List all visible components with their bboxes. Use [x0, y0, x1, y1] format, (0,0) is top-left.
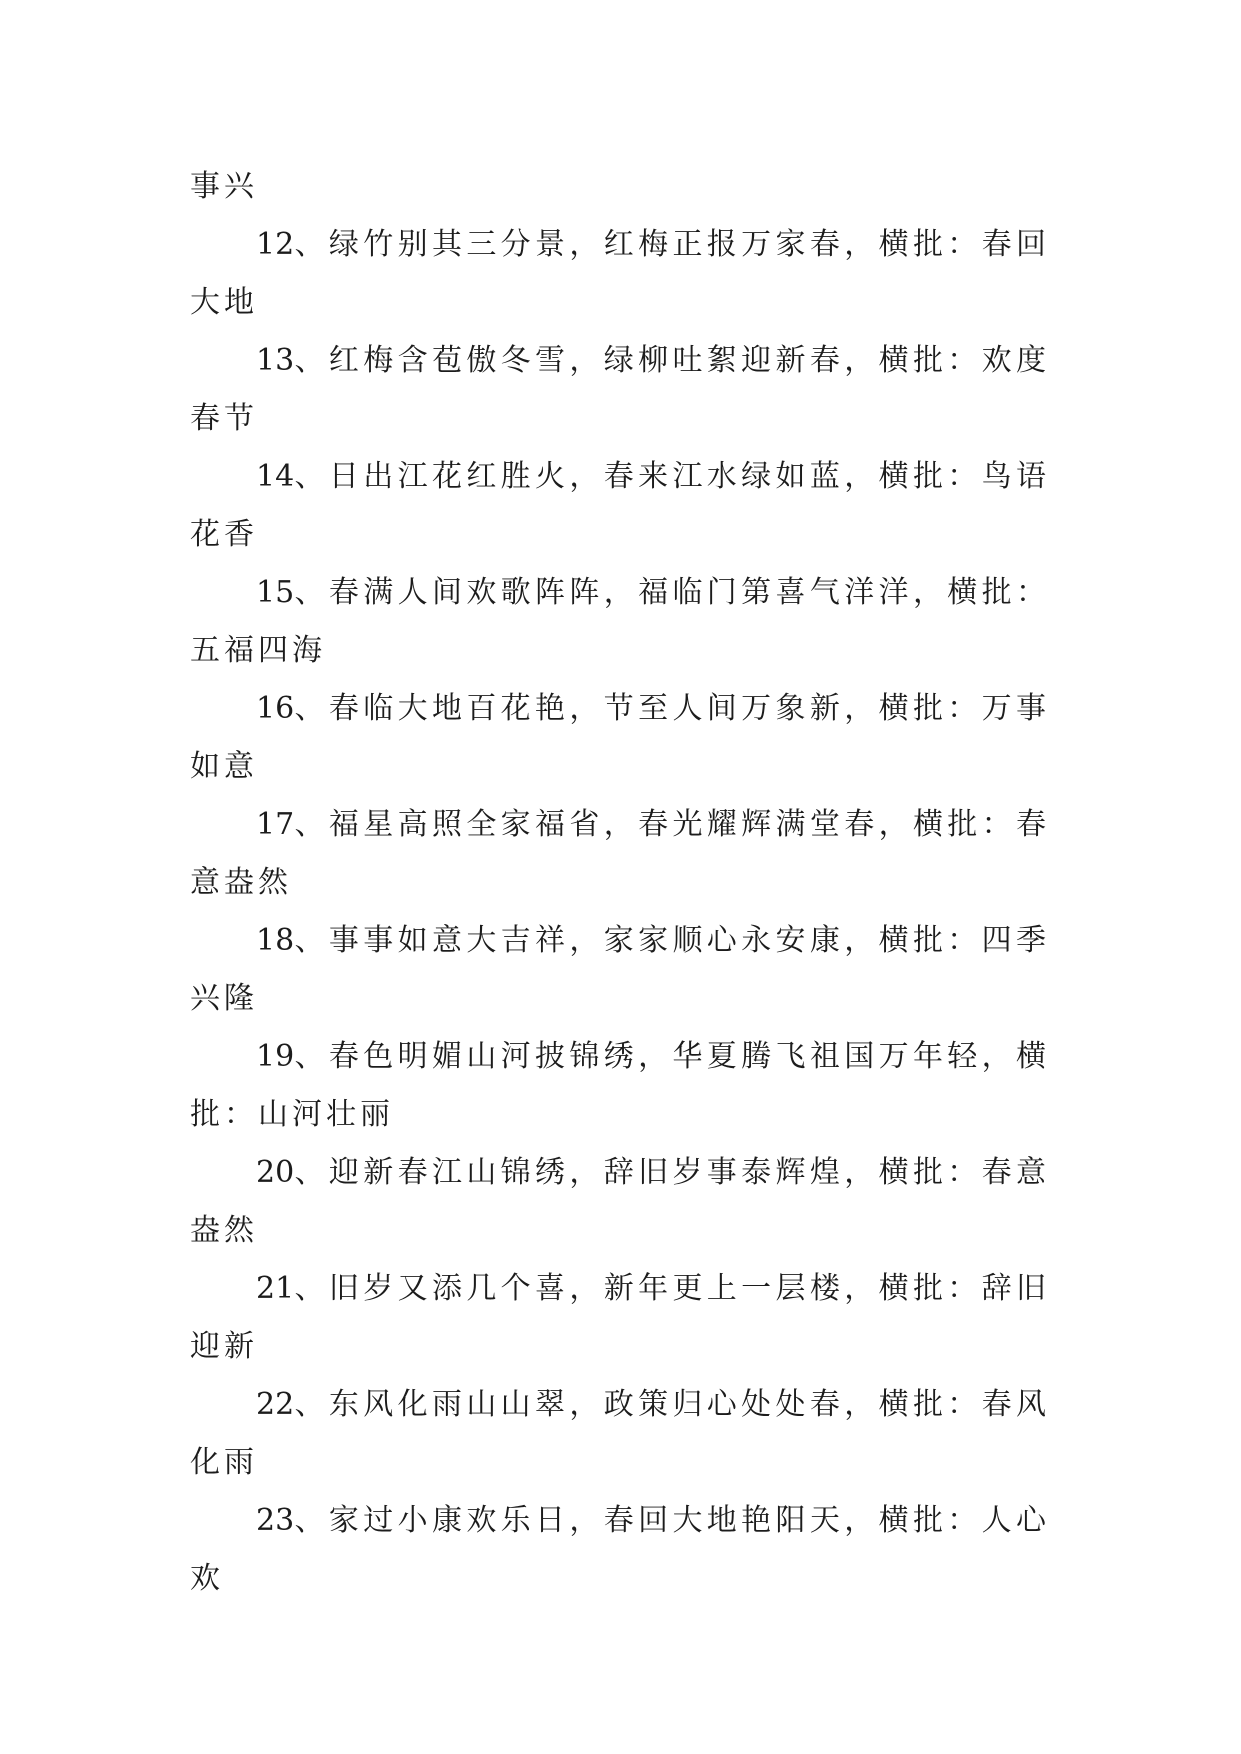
entry-separator: 、 [294, 227, 329, 262]
entry-text: 红梅含苞傲冬雪，绿柳吐絮迎新春，横批：欢度春节 [190, 343, 1051, 436]
entry-text: 春临大地百花艳，节至人间万象新，横批：万事如意 [190, 691, 1051, 784]
entry-separator: 、 [294, 1039, 329, 1074]
entry-separator: 、 [294, 923, 329, 958]
entry-number: 17 [256, 807, 295, 842]
couplet-entry [190, 680, 1050, 796]
couplet-entry [190, 1028, 1050, 1144]
couplet-entry [190, 448, 1050, 564]
couplet-list [190, 216, 1050, 1608]
entry-text: 迎新春江山锦绣，辞旧岁事泰辉煌，横批：春意盎然 [190, 1155, 1051, 1248]
entry-separator: 、 [294, 1271, 329, 1306]
couplet-entry [190, 912, 1050, 1028]
entry-number: 19 [256, 1039, 295, 1074]
couplet-entry [190, 1144, 1050, 1260]
entry-text: 日出江花红胜火，春来江水绿如蓝，横批：鸟语花香 [190, 459, 1051, 552]
continuation-paragraph: 事兴 [190, 169, 258, 204]
entry-text: 事事如意大吉祥，家家顺心永安康，横批：四季兴隆 [190, 923, 1051, 1016]
couplet-entry [190, 216, 1050, 332]
entry-separator: 、 [294, 691, 329, 726]
entry-number: 13 [256, 343, 295, 378]
couplet-entry [190, 332, 1050, 448]
entry-text: 春色明媚山河披锦绣，华夏腾飞祖国万年轻，横批：山河壮丽 [190, 1039, 1051, 1132]
entry-number: 21 [256, 1271, 295, 1306]
entry-number: 14 [256, 459, 295, 494]
couplet-entry [190, 1492, 1050, 1608]
entry-text: 东风化雨山山翠，政策归心处处春，横批：春风化雨 [190, 1387, 1051, 1480]
entry-separator: 、 [294, 459, 329, 494]
entry-text: 绿竹别其三分景，红梅正报万家春，横批：春回大地 [190, 227, 1051, 320]
entry-number: 22 [256, 1387, 295, 1422]
entry-separator: 、 [294, 1387, 329, 1422]
entry-separator: 、 [294, 575, 329, 610]
couplet-entry [190, 796, 1050, 912]
couplet-entry [190, 1260, 1050, 1376]
entry-number: 12 [256, 227, 295, 262]
document-body [190, 158, 1050, 1608]
entry-number: 15 [256, 575, 295, 610]
entry-number: 20 [256, 1155, 295, 1190]
entry-text: 旧岁又添几个喜，新年更上一层楼，横批：辞旧迎新 [190, 1271, 1051, 1364]
entry-separator: 、 [294, 807, 329, 842]
entry-number: 23 [256, 1503, 295, 1538]
entry-separator: 、 [294, 1155, 329, 1190]
entry-number: 16 [256, 691, 295, 726]
entry-text: 春满人间欢歌阵阵，福临门第喜气洋洋，横批：五福四海 [190, 575, 1051, 668]
couplet-entry [190, 1376, 1050, 1492]
entry-number: 18 [256, 923, 295, 958]
entry-text: 福星高照全家福省，春光耀辉满堂春，横批：春意盎然 [190, 807, 1051, 900]
entry-text: 家过小康欢乐日，春回大地艳阳天，横批：人心欢 [190, 1503, 1051, 1596]
couplet-entry [190, 564, 1050, 680]
entry-separator: 、 [294, 343, 329, 378]
entry-separator: 、 [294, 1503, 329, 1538]
